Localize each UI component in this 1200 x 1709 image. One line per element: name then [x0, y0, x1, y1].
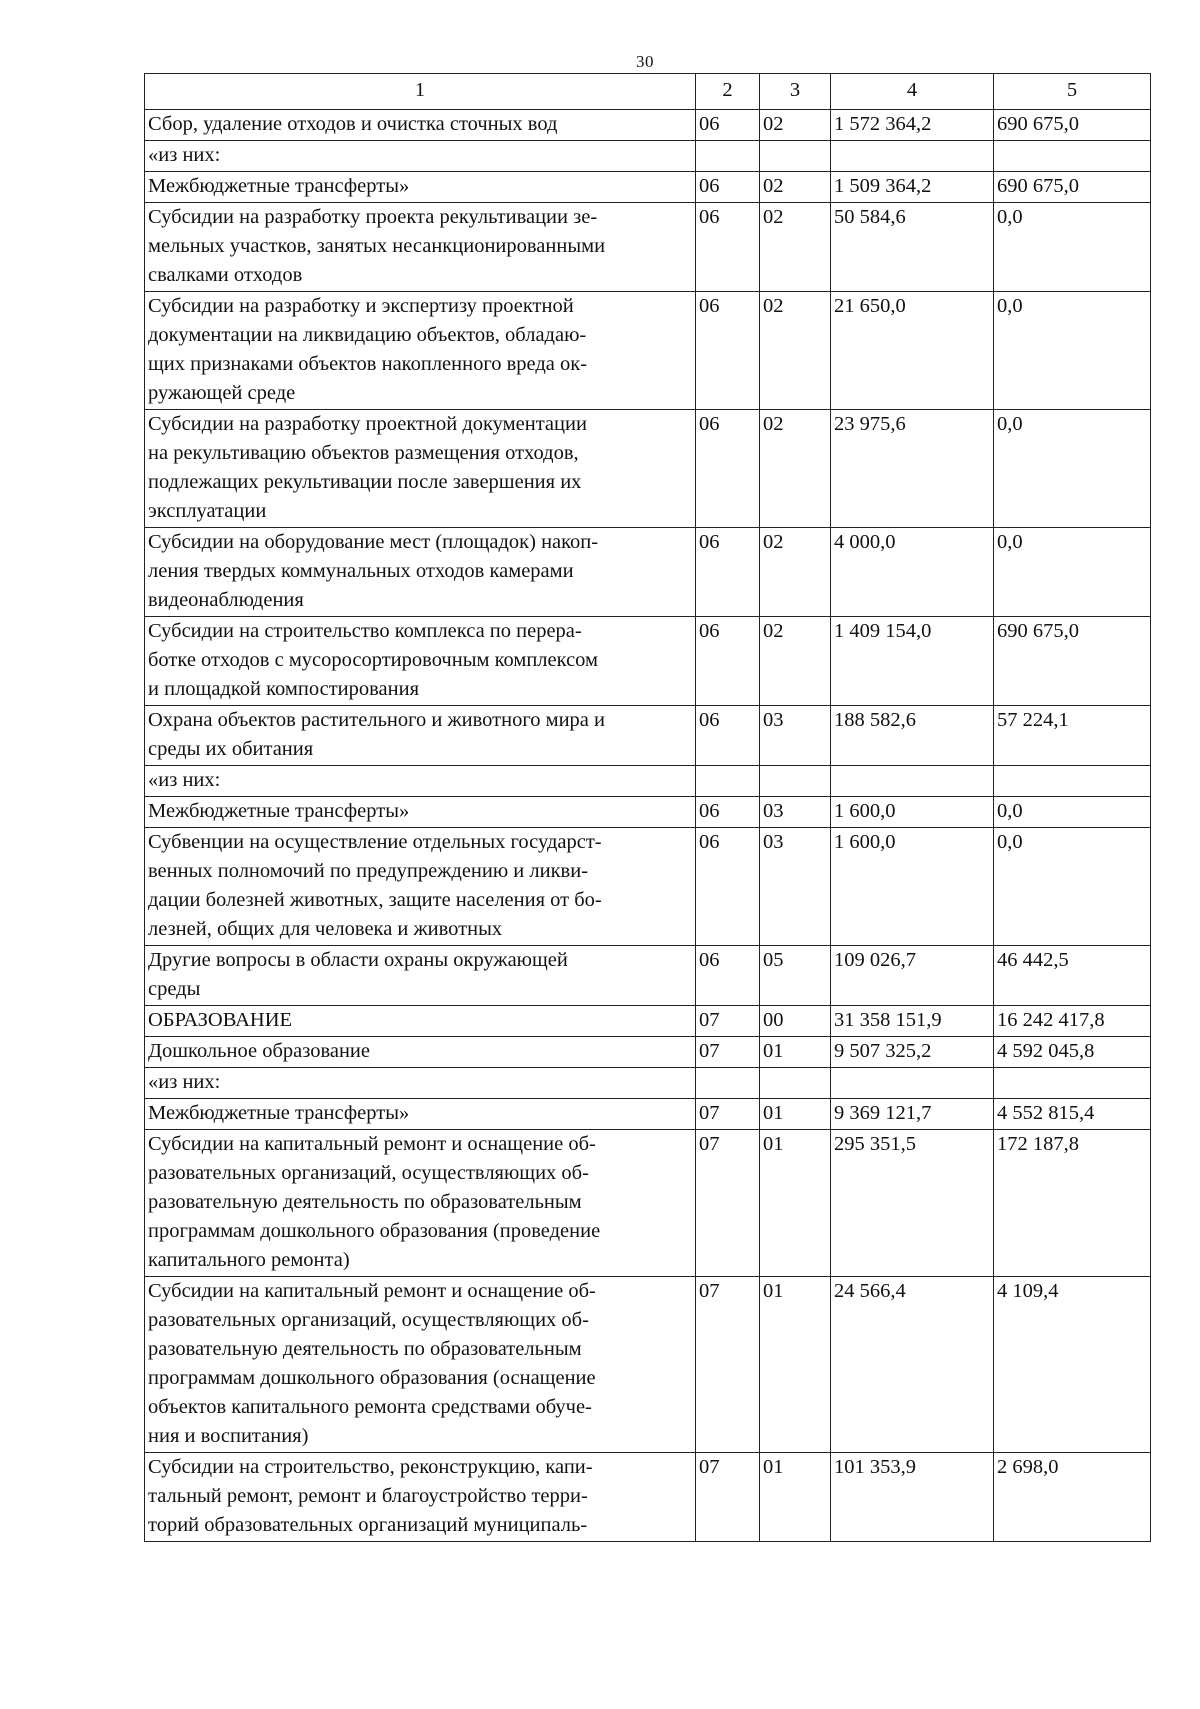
subsection-code	[760, 141, 831, 172]
section-code: 06	[696, 706, 760, 766]
row-label: Субсидии на разработку и экспертизу проектной документации на ликвидацию объектов, обладаю- щих признаками объектов накопленного вреда ок- ружающей среде	[145, 292, 696, 410]
amount-total: 23 975,6	[831, 410, 994, 528]
subsection-code: 02	[760, 410, 831, 528]
table-row	[145, 528, 1151, 617]
amount-transfers	[994, 141, 1151, 172]
subsection-code: 03	[760, 797, 831, 828]
section-code: 06	[696, 828, 760, 946]
table-row	[145, 1277, 1151, 1453]
subsection-code	[760, 1068, 831, 1099]
subsection-code: 02	[760, 203, 831, 292]
subsection-code	[760, 766, 831, 797]
row-label: Дошкольное образование	[145, 1037, 696, 1068]
amount-transfers: 16 242 417,8	[994, 1006, 1151, 1037]
amount-transfers: 0,0	[994, 292, 1151, 410]
table-row	[145, 410, 1151, 528]
subsection-code: 02	[760, 292, 831, 410]
subsection-code: 03	[760, 828, 831, 946]
amount-transfers: 0,0	[994, 797, 1151, 828]
amount-transfers: 4 552 815,4	[994, 1099, 1151, 1130]
amount-total: 188 582,6	[831, 706, 994, 766]
page-number: 30	[636, 52, 654, 71]
amount-total: 295 351,5	[831, 1130, 994, 1277]
row-label: Межбюджетные трансферты»	[145, 1099, 696, 1130]
section-code: 06	[696, 292, 760, 410]
amount-total	[831, 141, 994, 172]
table-row	[145, 141, 1151, 172]
table-row	[145, 1006, 1151, 1037]
budget-table	[144, 73, 1151, 1542]
amount-transfers: 690 675,0	[994, 172, 1151, 203]
section-code: 07	[696, 1037, 760, 1068]
table-row	[145, 828, 1151, 946]
subsection-code: 01	[760, 1453, 831, 1542]
subsection-code: 05	[760, 946, 831, 1006]
amount-transfers: 4 109,4	[994, 1277, 1151, 1453]
amount-transfers: 690 675,0	[994, 617, 1151, 706]
amount-total: 1 572 364,2	[831, 110, 994, 141]
subsection-code: 01	[760, 1099, 831, 1130]
section-code: 06	[696, 203, 760, 292]
table-row	[145, 946, 1151, 1006]
row-label: Межбюджетные трансферты»	[145, 172, 696, 203]
section-code: 06	[696, 528, 760, 617]
amount-total: 1 509 364,2	[831, 172, 994, 203]
amount-total: 1 600,0	[831, 797, 994, 828]
amount-total: 50 584,6	[831, 203, 994, 292]
amount-transfers: 46 442,5	[994, 946, 1151, 1006]
table-row	[145, 766, 1151, 797]
table-row	[145, 797, 1151, 828]
row-label: «из них:	[145, 1068, 696, 1099]
table-row	[145, 1130, 1151, 1277]
subsection-code: 01	[760, 1277, 831, 1453]
amount-total: 9 507 325,2	[831, 1037, 994, 1068]
header-col-3: 3	[760, 74, 831, 110]
amount-total: 101 353,9	[831, 1453, 994, 1542]
row-label: Субсидии на строительство комплекса по перера- ботке отходов с мусоросортировочным комплексом и площадкой компостирования	[145, 617, 696, 706]
section-code: 06	[696, 946, 760, 1006]
header-row	[145, 74, 1151, 110]
amount-total: 24 566,4	[831, 1277, 994, 1453]
amount-total: 21 650,0	[831, 292, 994, 410]
amount-transfers: 0,0	[994, 203, 1151, 292]
table-row	[145, 1068, 1151, 1099]
row-label: Субсидии на оборудование мест (площадок) накоп- ления твердых коммунальных отходов камерами видеонаблюдения	[145, 528, 696, 617]
amount-total: 109 026,7	[831, 946, 994, 1006]
subsection-code: 01	[760, 1130, 831, 1277]
row-label: Субсидии на разработку проекта рекультивации зе- мельных участков, занятых несанкционированными свалками отходов	[145, 203, 696, 292]
row-label: Другие вопросы в области охраны окружающей среды	[145, 946, 696, 1006]
section-code: 06	[696, 110, 760, 141]
row-label: «из них:	[145, 141, 696, 172]
row-label: ОБРАЗОВАНИЕ	[145, 1006, 696, 1037]
amount-transfers: 0,0	[994, 410, 1151, 528]
row-label: Субсидии на разработку проектной документации на рекультивацию объектов размещения отходов, подлежащих рекультивации после завершения их эксплуатации	[145, 410, 696, 528]
row-label: Охрана объектов растительного и животного мира и среды их обитания	[145, 706, 696, 766]
table-row	[145, 110, 1151, 141]
amount-total: 9 369 121,7	[831, 1099, 994, 1130]
subsection-code: 03	[760, 706, 831, 766]
row-label: Субвенции на осуществление отдельных государст- венных полномочий по предупреждению и ликви- дации болезней животных, защите населения от бо- лезней, общих для человека и животных	[145, 828, 696, 946]
subsection-code: 02	[760, 110, 831, 141]
table-header	[145, 74, 1151, 110]
amount-total	[831, 766, 994, 797]
amount-total: 1 409 154,0	[831, 617, 994, 706]
row-label: Межбюджетные трансферты»	[145, 797, 696, 828]
table-row	[145, 203, 1151, 292]
header-col-4: 4	[831, 74, 994, 110]
amount-transfers: 0,0	[994, 528, 1151, 617]
amount-transfers	[994, 1068, 1151, 1099]
table-row	[145, 1037, 1151, 1068]
amount-total: 1 600,0	[831, 828, 994, 946]
subsection-code: 02	[760, 528, 831, 617]
header-col-5: 5	[994, 74, 1151, 110]
subsection-code: 01	[760, 1037, 831, 1068]
amount-transfers	[994, 766, 1151, 797]
row-label: Субсидии на капитальный ремонт и оснащение об- разовательных организаций, осуществляющих об- разовательную деятельность по образовательным программам дошкольного образования (оснащение объектов капитального ремонта средствами обуче- ния и воспитания)	[145, 1277, 696, 1453]
row-label: «из них:	[145, 766, 696, 797]
table-row	[145, 706, 1151, 766]
amount-transfers: 690 675,0	[994, 110, 1151, 141]
section-code	[696, 141, 760, 172]
row-label: Субсидии на строительство, реконструкцию, капи- тальный ремонт, ремонт и благоустройство терри- торий образовательных организаций муниципаль-	[145, 1453, 696, 1542]
table-row	[145, 172, 1151, 203]
amount-transfers: 4 592 045,8	[994, 1037, 1151, 1068]
amount-transfers: 172 187,8	[994, 1130, 1151, 1277]
row-label: Субсидии на капитальный ремонт и оснащение об- разовательных организаций, осуществляющих об- разовательную деятельность по образовательным программам дошкольного образования (проведение капитального ремонта)	[145, 1130, 696, 1277]
section-code: 07	[696, 1006, 760, 1037]
section-code: 07	[696, 1277, 760, 1453]
amount-total	[831, 1068, 994, 1099]
table-row	[145, 292, 1151, 410]
amount-transfers: 57 224,1	[994, 706, 1151, 766]
section-code	[696, 766, 760, 797]
amount-total: 31 358 151,9	[831, 1006, 994, 1037]
section-code: 06	[696, 617, 760, 706]
row-label: Сбор, удаление отходов и очистка сточных вод	[145, 110, 696, 141]
table-row	[145, 1099, 1151, 1130]
amount-total: 4 000,0	[831, 528, 994, 617]
section-code: 07	[696, 1453, 760, 1542]
amount-transfers: 2 698,0	[994, 1453, 1151, 1542]
section-code: 07	[696, 1130, 760, 1277]
subsection-code: 02	[760, 172, 831, 203]
table-row	[145, 1453, 1151, 1542]
subsection-code: 00	[760, 1006, 831, 1037]
section-code: 06	[696, 172, 760, 203]
amount-transfers: 0,0	[994, 828, 1151, 946]
header-col-1: 1	[145, 74, 696, 110]
section-code: 07	[696, 1099, 760, 1130]
table-row	[145, 617, 1151, 706]
section-code: 06	[696, 797, 760, 828]
table-body	[145, 110, 1151, 1542]
subsection-code: 02	[760, 617, 831, 706]
header-col-2: 2	[696, 74, 760, 110]
section-code	[696, 1068, 760, 1099]
section-code: 06	[696, 410, 760, 528]
